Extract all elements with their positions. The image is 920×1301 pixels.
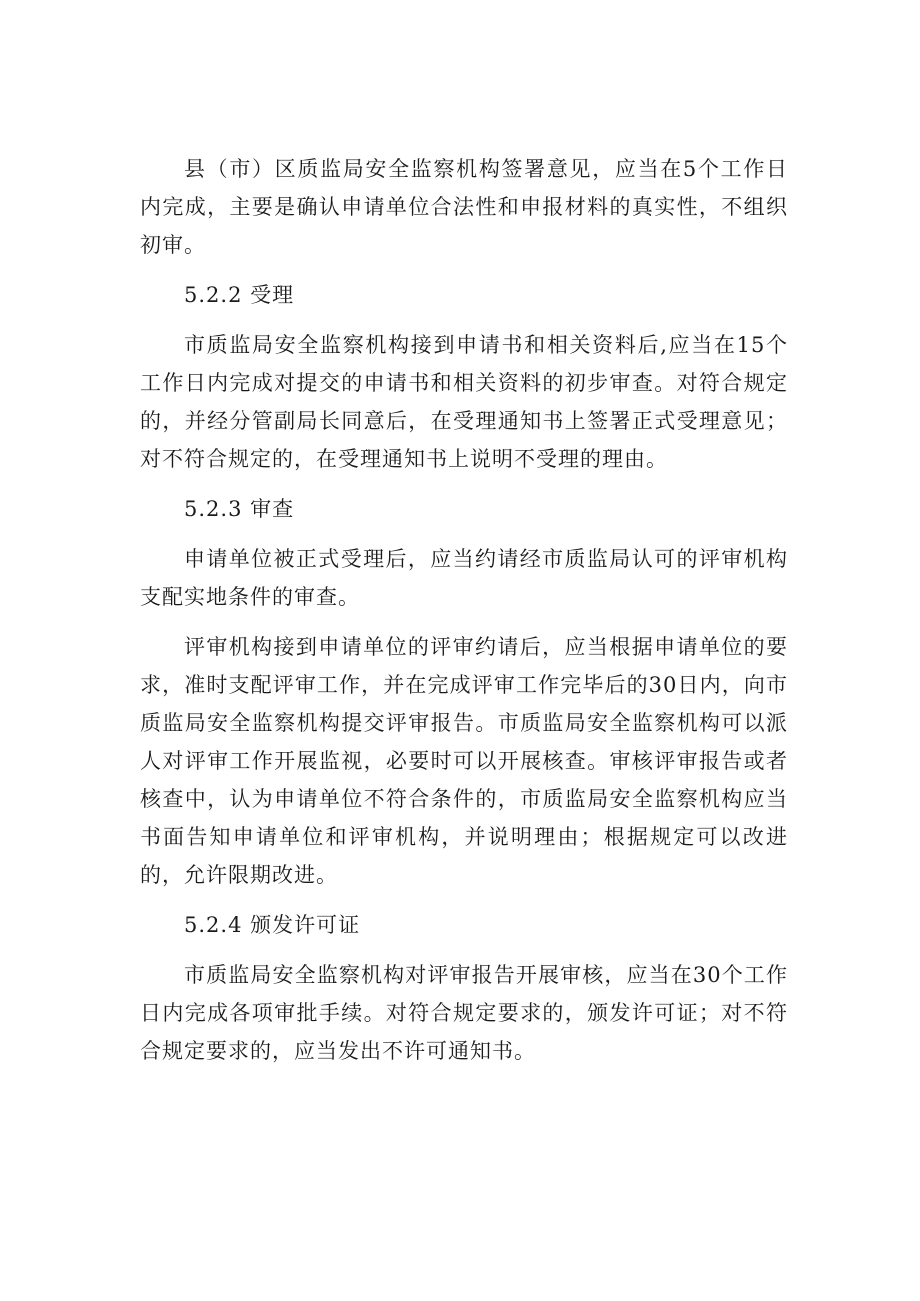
paragraph-gap [140,264,788,276]
paragraph-signing-opinion: 县（市）区质监局安全监察机构签署意见，应当在5个工作日内完成，主要是确认申请单位合法性和申报材料的真实性，不组织初审。 [140,157,788,257]
paragraph-gap [140,314,788,326]
section-heading-5-2-4: 5.2.4 颁发许可证 [184,913,361,937]
section-heading-5-2-2: 5.2.2 受理 [184,283,295,307]
paragraph-license-issuance: 市质监局安全监察机构对评审报告开展审核，应当在30个工作日内完成各项审批手续。对符合规定要求的，颁发许可证；对不符合规定要求的，应当发出不许可通知书。 [140,963,788,1063]
section-heading-5-2-3: 5.2.3 审查 [184,497,295,521]
paragraph-gap [140,944,788,956]
paragraph-review-intro: 申请单位被正式受理后，应当约请经市质监局认可的评审机构支配实地条件的审查。 [140,547,788,609]
document-body [140,150,788,1070]
paragraph-gap [140,894,788,906]
paragraph-gap [140,478,788,490]
paragraph-gap [140,616,788,628]
paragraph-acceptance: 市质监局安全监察机构接到申请书和相关资料后,应当在15个工作日内完成对提交的申请书和相关资料的初步审查。对符合规定的，并经分管副局长同意后，在受理通知书上签署正式受理意见；对不符合规定的，在受理通知书上说明不受理的理由。 [140,333,788,471]
paragraph-gap [140,528,788,540]
paragraph-review-process: 评审机构接到申请单位的评审约请后，应当根据申请单位的要求，准时支配评审工作，并在完成评审工作完毕后的30日内，向市质监局安全监察机构提交评审报告。市质监局安全监察机构可以派人对评审工作开展监视，必要时可以开展核查。审核评审报告或者核查中，认为申请单位不符合条件的，市质监局安全监察机构应当书面告知申请单位和评审机构，并说明理由；根据规定可以改进的，允许限期改进。 [140,635,788,887]
